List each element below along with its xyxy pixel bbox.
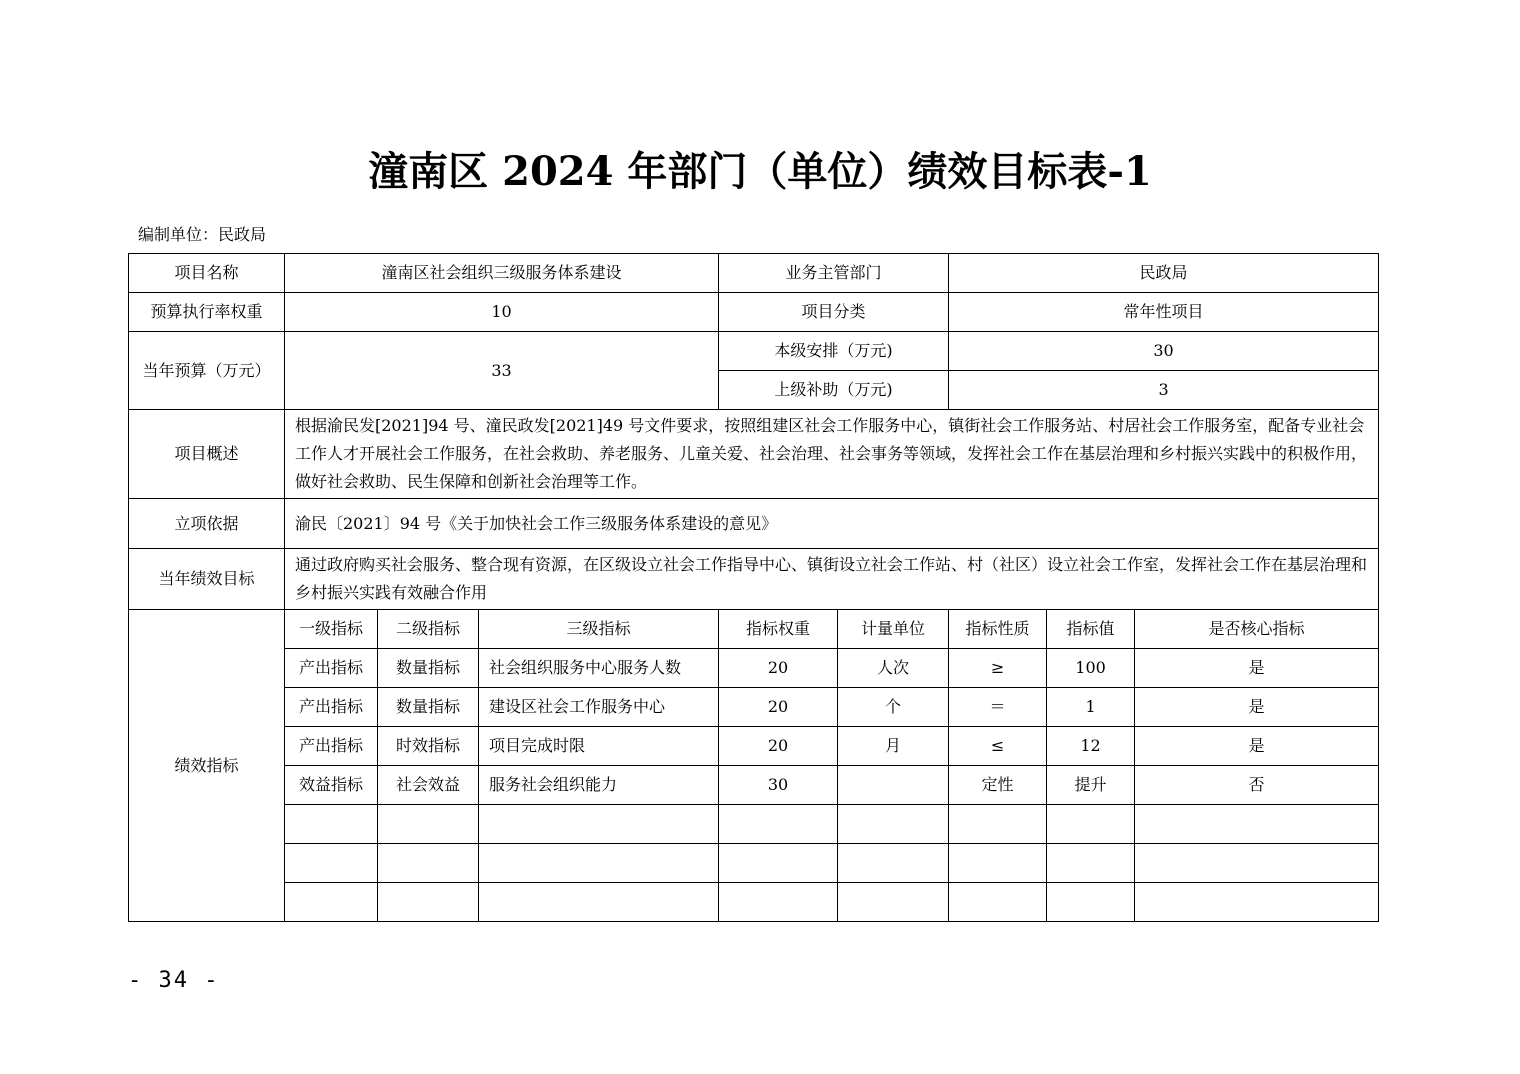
label-basis: 立项依据: [129, 499, 285, 549]
indicator-value: 1: [1047, 688, 1135, 727]
indicator-header: 一级指标: [285, 610, 378, 649]
empty-cell: [838, 883, 949, 922]
indicator-header: 指标性质: [949, 610, 1047, 649]
label-perf-indicators: 绩效指标: [129, 610, 285, 922]
empty-cell: [838, 805, 949, 844]
indicator-value: 12: [1047, 727, 1135, 766]
indicator-row: [129, 766, 1379, 805]
value-project-type: 常年性项目: [949, 293, 1379, 332]
indicator-unit: [838, 766, 949, 805]
indicator-unit: 人次: [838, 649, 949, 688]
indicator-nature: ≤: [949, 727, 1047, 766]
indicator-level2: 时效指标: [378, 727, 479, 766]
label-upper-subsidy: 上级补助（万元): [719, 371, 949, 410]
indicator-weight: 30: [719, 766, 838, 805]
indicator-core: 否: [1135, 766, 1379, 805]
performance-target-table: [128, 253, 1379, 922]
indicator-value: 100: [1047, 649, 1135, 688]
indicator-level3: 项目完成时限: [479, 727, 719, 766]
empty-cell: [719, 805, 838, 844]
indicator-header: 是否核心指标: [1135, 610, 1379, 649]
indicator-level3: 社会组织服务中心服务人数: [479, 649, 719, 688]
indicator-level3: 建设区社会工作服务中心: [479, 688, 719, 727]
empty-cell: [1047, 883, 1135, 922]
indicator-level1: 产出指标: [285, 727, 378, 766]
indicator-weight: 20: [719, 649, 838, 688]
indicator-level3: 服务社会组织能力: [479, 766, 719, 805]
indicator-header: 计量单位: [838, 610, 949, 649]
indicator-header: 指标权重: [719, 610, 838, 649]
empty-cell: [1047, 805, 1135, 844]
page-title: 潼南区 2024 年部门（单位）绩效目标表-1: [368, 148, 1152, 195]
empty-cell: [1047, 844, 1135, 883]
indicator-weight: 20: [719, 688, 838, 727]
indicator-row: [129, 727, 1379, 766]
value-basis: 渝民〔2021〕94 号《关于加快社会工作三级服务体系建设的意见》: [285, 499, 1379, 549]
indicator-header: 二级指标: [378, 610, 479, 649]
empty-cell: [719, 844, 838, 883]
value-project-name: 潼南区社会组织三级服务体系建设: [285, 254, 719, 293]
empty-cell: [479, 844, 719, 883]
indicator-row: [129, 649, 1379, 688]
value-overview: 根据渝民发[2021]94 号、潼民政发[2021]49 号文件要求，按照组建区社会工作服务中心，镇街社会工作服务站、村居社会工作服务室，配备专业社会工作人才开展社会工作服务，在社会救助、养老服务、儿童关爱、社会治理、社会事务等领域，发挥社会工作在基层治理和乡村振兴实践中的积极作用，做好社会救助、民生保障和创新社会治理等工作。: [285, 410, 1379, 499]
empty-cell: [285, 883, 378, 922]
indicator-nature: ≥: [949, 649, 1047, 688]
label-project-name: 项目名称: [129, 254, 285, 293]
empty-cell: [479, 805, 719, 844]
indicator-core: 是: [1135, 688, 1379, 727]
empty-cell: [838, 844, 949, 883]
empty-cell: [949, 883, 1047, 922]
indicator-header: 指标值: [1047, 610, 1135, 649]
value-upper-subsidy: 3: [949, 371, 1379, 410]
indicator-level2: 数量指标: [378, 649, 479, 688]
indicator-nature: 定性: [949, 766, 1047, 805]
indicator-nature: ＝: [949, 688, 1047, 727]
indicator-level2: 社会效益: [378, 766, 479, 805]
indicator-row-empty: [129, 883, 1379, 922]
label-budget-rate-weight: 预算执行率权重: [129, 293, 285, 332]
empty-cell: [1135, 883, 1379, 922]
empty-cell: [1135, 844, 1379, 883]
value-annual-budget: 33: [285, 332, 719, 410]
indicator-value: 提升: [1047, 766, 1135, 805]
empty-cell: [949, 844, 1047, 883]
empty-cell: [378, 844, 479, 883]
label-project-type: 项目分类: [719, 293, 949, 332]
label-local-arrange: 本级安排（万元): [719, 332, 949, 371]
indicator-level1: 产出指标: [285, 649, 378, 688]
value-dept: 民政局: [949, 254, 1379, 293]
indicator-core: 是: [1135, 727, 1379, 766]
empty-cell: [719, 883, 838, 922]
page-number: - 34 -: [128, 968, 220, 993]
indicator-weight: 20: [719, 727, 838, 766]
indicator-level2: 数量指标: [378, 688, 479, 727]
empty-cell: [285, 844, 378, 883]
label-annual-budget: 当年预算（万元）: [129, 332, 285, 410]
indicator-unit: 个: [838, 688, 949, 727]
value-local-arrange: 30: [949, 332, 1379, 371]
empty-cell: [378, 805, 479, 844]
indicator-header: 三级指标: [479, 610, 719, 649]
indicator-level1: 效益指标: [285, 766, 378, 805]
empty-cell: [285, 805, 378, 844]
empty-cell: [479, 883, 719, 922]
indicator-row: [129, 688, 1379, 727]
label-dept: 业务主管部门: [719, 254, 949, 293]
indicator-level1: 产出指标: [285, 688, 378, 727]
indicator-unit: 月: [838, 727, 949, 766]
indicator-core: 是: [1135, 649, 1379, 688]
value-budget-rate-weight: 10: [285, 293, 719, 332]
value-annual-target: 通过政府购买社会服务、整合现有资源，在区级设立社会工作指导中心、镇街设立社会工作站、村（社区）设立社会工作室，发挥社会工作在基层治理和乡村振兴实践有效融合作用: [285, 549, 1379, 610]
indicator-row-empty: [129, 805, 1379, 844]
compiling-unit: 编制单位：民政局: [138, 225, 267, 244]
indicator-row-empty: [129, 844, 1379, 883]
label-annual-target: 当年绩效目标: [129, 549, 285, 610]
empty-cell: [949, 805, 1047, 844]
empty-cell: [1135, 805, 1379, 844]
label-overview: 项目概述: [129, 410, 285, 499]
empty-cell: [378, 883, 479, 922]
